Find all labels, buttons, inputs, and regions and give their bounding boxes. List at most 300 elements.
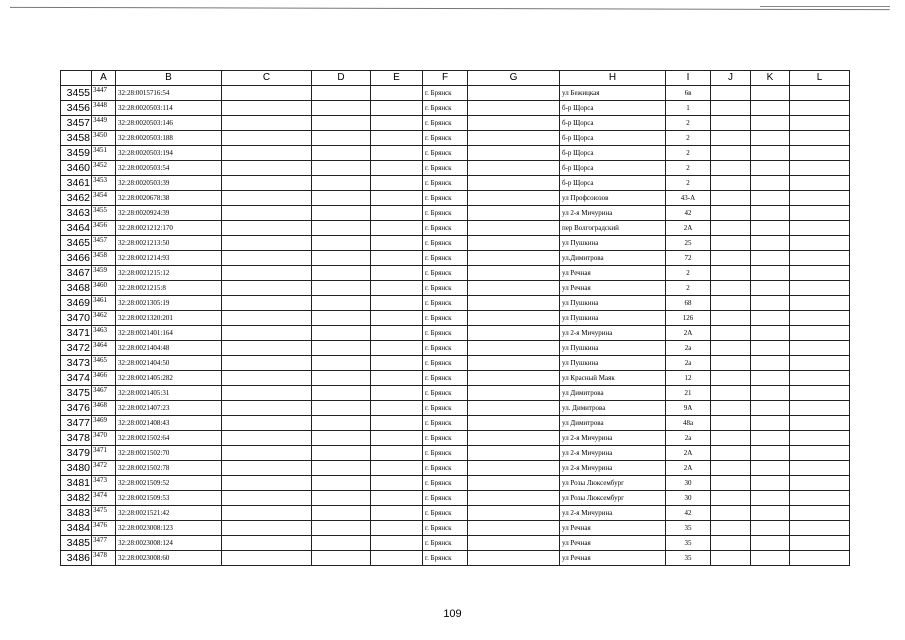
cell-f[interactable]: г. Брянск [423, 296, 468, 311]
cell-g[interactable] [468, 356, 560, 371]
cell-l[interactable] [790, 131, 850, 146]
cell-l[interactable] [790, 161, 850, 176]
cell-l[interactable] [790, 236, 850, 251]
cell-d[interactable] [312, 221, 371, 236]
cell-i[interactable]: 2 [666, 116, 711, 131]
cell-h[interactable]: ул Пушкина [560, 341, 666, 356]
column-header-e[interactable]: E [371, 71, 423, 86]
cell-g[interactable] [468, 341, 560, 356]
cell-a[interactable]: 3461 [92, 296, 116, 311]
row-number-cell[interactable]: 3458 [61, 131, 92, 146]
cell-f[interactable]: г. Брянск [423, 401, 468, 416]
cell-h[interactable]: ул 2-я Мичурина [560, 446, 666, 461]
cell-a[interactable]: 3455 [92, 206, 116, 221]
cell-i[interactable]: 25 [666, 236, 711, 251]
row-number-cell[interactable]: 3486 [61, 551, 92, 566]
cell-i[interactable]: 2а [666, 341, 711, 356]
cell-c[interactable] [222, 326, 312, 341]
cell-g[interactable] [468, 86, 560, 101]
cell-c[interactable] [222, 176, 312, 191]
cell-a[interactable]: 3473 [92, 476, 116, 491]
cell-a[interactable]: 3472 [92, 461, 116, 476]
cell-l[interactable] [790, 431, 850, 446]
cell-f[interactable]: г. Брянск [423, 461, 468, 476]
cell-a[interactable]: 3466 [92, 371, 116, 386]
cell-l[interactable] [790, 356, 850, 371]
cell-k[interactable] [751, 236, 790, 251]
cell-l[interactable] [790, 221, 850, 236]
cell-a[interactable]: 3465 [92, 356, 116, 371]
cell-k[interactable] [751, 341, 790, 356]
cell-l[interactable] [790, 206, 850, 221]
cell-k[interactable] [751, 446, 790, 461]
cell-k[interactable] [751, 221, 790, 236]
cell-k[interactable] [751, 476, 790, 491]
cell-e[interactable] [371, 506, 423, 521]
cell-h[interactable]: ул 2-я Мичурина [560, 461, 666, 476]
cell-c[interactable] [222, 461, 312, 476]
cell-i[interactable]: 2 [666, 146, 711, 161]
cell-b[interactable]: 32:28:0023008:124 [116, 536, 222, 551]
cell-d[interactable] [312, 101, 371, 116]
cell-c[interactable] [222, 296, 312, 311]
cell-i[interactable]: 2А [666, 326, 711, 341]
row-number-cell[interactable]: 3469 [61, 296, 92, 311]
cell-i[interactable]: 48а [666, 416, 711, 431]
row-number-cell[interactable]: 3474 [61, 371, 92, 386]
cell-j[interactable] [711, 491, 751, 506]
cell-i[interactable]: 35 [666, 536, 711, 551]
cell-a[interactable]: 3456 [92, 221, 116, 236]
cell-j[interactable] [711, 281, 751, 296]
cell-i[interactable]: 2 [666, 161, 711, 176]
cell-f[interactable]: г. Брянск [423, 371, 468, 386]
cell-c[interactable] [222, 551, 312, 566]
cell-a[interactable]: 3467 [92, 386, 116, 401]
cell-l[interactable] [790, 491, 850, 506]
cell-g[interactable] [468, 206, 560, 221]
cell-j[interactable] [711, 461, 751, 476]
cell-a[interactable]: 3460 [92, 281, 116, 296]
cell-k[interactable] [751, 206, 790, 221]
cell-i[interactable]: 35 [666, 521, 711, 536]
cell-a[interactable]: 3448 [92, 101, 116, 116]
cell-g[interactable] [468, 251, 560, 266]
cell-j[interactable] [711, 311, 751, 326]
cell-d[interactable] [312, 506, 371, 521]
cell-a[interactable]: 3476 [92, 521, 116, 536]
cell-f[interactable]: г. Брянск [423, 176, 468, 191]
cell-g[interactable] [468, 506, 560, 521]
cell-c[interactable] [222, 536, 312, 551]
cell-a[interactable]: 3462 [92, 311, 116, 326]
cell-e[interactable] [371, 446, 423, 461]
row-number-cell[interactable]: 3457 [61, 116, 92, 131]
cell-a[interactable]: 3475 [92, 506, 116, 521]
column-header-h[interactable]: H [560, 71, 666, 86]
cell-k[interactable] [751, 461, 790, 476]
cell-e[interactable] [371, 191, 423, 206]
cell-d[interactable] [312, 191, 371, 206]
cell-g[interactable] [468, 161, 560, 176]
column-header-l[interactable]: L [790, 71, 850, 86]
cell-a[interactable]: 3454 [92, 191, 116, 206]
cell-g[interactable] [468, 326, 560, 341]
cell-h[interactable]: ул 2-я Мичурина [560, 506, 666, 521]
cell-h[interactable]: ул Речная [560, 281, 666, 296]
cell-f[interactable]: г. Брянск [423, 446, 468, 461]
cell-g[interactable] [468, 266, 560, 281]
cell-d[interactable] [312, 371, 371, 386]
cell-l[interactable] [790, 416, 850, 431]
cell-l[interactable] [790, 461, 850, 476]
cell-j[interactable] [711, 521, 751, 536]
cell-l[interactable] [790, 326, 850, 341]
cell-c[interactable] [222, 221, 312, 236]
cell-j[interactable] [711, 326, 751, 341]
row-number-cell[interactable]: 3461 [61, 176, 92, 191]
cell-i[interactable]: 2А [666, 221, 711, 236]
cell-h[interactable]: ул Речная [560, 551, 666, 566]
cell-f[interactable]: г. Брянск [423, 266, 468, 281]
cell-e[interactable] [371, 176, 423, 191]
cell-f[interactable]: г. Брянск [423, 101, 468, 116]
cell-f[interactable]: г. Брянск [423, 236, 468, 251]
cell-b[interactable]: 32:28:0023008:60 [116, 551, 222, 566]
cell-e[interactable] [371, 476, 423, 491]
cell-e[interactable] [371, 116, 423, 131]
cell-a[interactable]: 3463 [92, 326, 116, 341]
cell-e[interactable] [371, 101, 423, 116]
cell-b[interactable]: 32:28:0021305:19 [116, 296, 222, 311]
cell-b[interactable]: 32:28:0021405:282 [116, 371, 222, 386]
cell-d[interactable] [312, 116, 371, 131]
cell-e[interactable] [371, 281, 423, 296]
cell-b[interactable]: 32:28:0021215:12 [116, 266, 222, 281]
cell-a[interactable]: 3450 [92, 131, 116, 146]
cell-g[interactable] [468, 461, 560, 476]
cell-e[interactable] [371, 161, 423, 176]
cell-a[interactable]: 3469 [92, 416, 116, 431]
cell-c[interactable] [222, 356, 312, 371]
cell-e[interactable] [371, 236, 423, 251]
cell-c[interactable] [222, 146, 312, 161]
cell-h[interactable]: ул Речная [560, 521, 666, 536]
cell-g[interactable] [468, 191, 560, 206]
cell-l[interactable] [790, 536, 850, 551]
cell-h[interactable]: ул Розы Люксембург [560, 476, 666, 491]
cell-h[interactable]: б-р Щорса [560, 176, 666, 191]
row-number-cell[interactable]: 3480 [61, 461, 92, 476]
cell-i[interactable]: 42 [666, 206, 711, 221]
cell-a[interactable]: 3453 [92, 176, 116, 191]
cell-l[interactable] [790, 341, 850, 356]
cell-h[interactable]: ул Димитрова [560, 386, 666, 401]
column-header-c[interactable]: C [222, 71, 312, 86]
cell-l[interactable] [790, 266, 850, 281]
cell-g[interactable] [468, 281, 560, 296]
cell-h[interactable]: ул 2-я Мичурина [560, 431, 666, 446]
cell-k[interactable] [751, 326, 790, 341]
cell-e[interactable] [371, 386, 423, 401]
cell-k[interactable] [751, 116, 790, 131]
cell-k[interactable] [751, 431, 790, 446]
cell-k[interactable] [751, 371, 790, 386]
cell-d[interactable] [312, 311, 371, 326]
cell-d[interactable] [312, 431, 371, 446]
cell-d[interactable] [312, 356, 371, 371]
cell-e[interactable] [371, 341, 423, 356]
row-number-cell[interactable]: 3455 [61, 86, 92, 101]
cell-c[interactable] [222, 506, 312, 521]
cell-c[interactable] [222, 206, 312, 221]
row-number-cell[interactable]: 3485 [61, 536, 92, 551]
cell-f[interactable]: г. Брянск [423, 206, 468, 221]
cell-d[interactable] [312, 296, 371, 311]
cell-l[interactable] [790, 386, 850, 401]
cell-d[interactable] [312, 281, 371, 296]
cell-i[interactable]: 68 [666, 296, 711, 311]
cell-c[interactable] [222, 386, 312, 401]
cell-i[interactable]: 1 [666, 101, 711, 116]
cell-i[interactable]: 2 [666, 131, 711, 146]
cell-l[interactable] [790, 476, 850, 491]
cell-a[interactable]: 3464 [92, 341, 116, 356]
cell-e[interactable] [371, 296, 423, 311]
cell-h[interactable]: пер Волгоградский [560, 221, 666, 236]
cell-b[interactable]: 32:28:0020503:39 [116, 176, 222, 191]
cell-c[interactable] [222, 251, 312, 266]
cell-f[interactable]: г. Брянск [423, 341, 468, 356]
cell-j[interactable] [711, 131, 751, 146]
cell-e[interactable] [371, 146, 423, 161]
cell-e[interactable] [371, 311, 423, 326]
cell-i[interactable]: 2 [666, 281, 711, 296]
cell-i[interactable]: 30 [666, 476, 711, 491]
cell-j[interactable] [711, 536, 751, 551]
cell-b[interactable]: 32:28:0021213:50 [116, 236, 222, 251]
cell-f[interactable]: г. Брянск [423, 476, 468, 491]
cell-c[interactable] [222, 446, 312, 461]
cell-b[interactable]: 32:28:0021521:42 [116, 506, 222, 521]
cell-i[interactable]: 2а [666, 356, 711, 371]
cell-j[interactable] [711, 446, 751, 461]
cell-l[interactable] [790, 101, 850, 116]
cell-h[interactable]: ул Пушкина [560, 356, 666, 371]
cell-i[interactable]: 35 [666, 551, 711, 566]
cell-l[interactable] [790, 281, 850, 296]
cell-d[interactable] [312, 131, 371, 146]
cell-b[interactable]: 32:28:0021407:23 [116, 401, 222, 416]
cell-b[interactable]: 32:28:0021215:8 [116, 281, 222, 296]
cell-h[interactable]: ул. Димитрова [560, 401, 666, 416]
row-number-cell[interactable]: 3475 [61, 386, 92, 401]
cell-b[interactable]: 32:28:0021214:93 [116, 251, 222, 266]
cell-h[interactable]: ул Пушкина [560, 236, 666, 251]
cell-c[interactable] [222, 131, 312, 146]
cell-i[interactable]: 72 [666, 251, 711, 266]
cell-j[interactable] [711, 476, 751, 491]
cell-d[interactable] [312, 251, 371, 266]
row-number-cell[interactable]: 3477 [61, 416, 92, 431]
cell-f[interactable]: г. Брянск [423, 161, 468, 176]
row-number-cell[interactable]: 3465 [61, 236, 92, 251]
cell-k[interactable] [751, 101, 790, 116]
cell-k[interactable] [751, 191, 790, 206]
cell-i[interactable]: 2 [666, 266, 711, 281]
cell-c[interactable] [222, 371, 312, 386]
cell-b[interactable]: 32:28:0020503:146 [116, 116, 222, 131]
cell-b[interactable]: 32:28:0021404:48 [116, 341, 222, 356]
row-number-cell[interactable]: 3470 [61, 311, 92, 326]
cell-e[interactable] [371, 86, 423, 101]
cell-c[interactable] [222, 401, 312, 416]
cell-b[interactable]: 32:28:0015716:54 [116, 86, 222, 101]
cell-b[interactable]: 32:28:0020924:39 [116, 206, 222, 221]
cell-j[interactable] [711, 416, 751, 431]
cell-j[interactable] [711, 341, 751, 356]
cell-d[interactable] [312, 521, 371, 536]
cell-g[interactable] [468, 491, 560, 506]
cell-a[interactable]: 3458 [92, 251, 116, 266]
cell-a[interactable]: 3470 [92, 431, 116, 446]
cell-d[interactable] [312, 416, 371, 431]
cell-a[interactable]: 3452 [92, 161, 116, 176]
cell-d[interactable] [312, 551, 371, 566]
cell-g[interactable] [468, 551, 560, 566]
cell-f[interactable]: г. Брянск [423, 131, 468, 146]
cell-h[interactable]: ул Пушкина [560, 311, 666, 326]
cell-k[interactable] [751, 296, 790, 311]
cell-g[interactable] [468, 296, 560, 311]
cell-g[interactable] [468, 146, 560, 161]
cell-b[interactable]: 32:28:0021509:52 [116, 476, 222, 491]
cell-e[interactable] [371, 251, 423, 266]
cell-f[interactable]: г. Брянск [423, 326, 468, 341]
column-header-g[interactable]: G [468, 71, 560, 86]
cell-d[interactable] [312, 161, 371, 176]
cell-f[interactable]: г. Брянск [423, 311, 468, 326]
cell-d[interactable] [312, 461, 371, 476]
row-number-cell[interactable]: 3459 [61, 146, 92, 161]
cell-c[interactable] [222, 521, 312, 536]
cell-l[interactable] [790, 176, 850, 191]
cell-g[interactable] [468, 446, 560, 461]
cell-l[interactable] [790, 506, 850, 521]
cell-k[interactable] [751, 551, 790, 566]
cell-k[interactable] [751, 86, 790, 101]
cell-i[interactable]: 2а [666, 431, 711, 446]
cell-f[interactable]: г. Брянск [423, 416, 468, 431]
cell-d[interactable] [312, 401, 371, 416]
cell-g[interactable] [468, 401, 560, 416]
row-number-cell[interactable]: 3472 [61, 341, 92, 356]
cell-a[interactable]: 3468 [92, 401, 116, 416]
cell-f[interactable]: г. Брянск [423, 251, 468, 266]
cell-b[interactable]: 32:28:0021320:201 [116, 311, 222, 326]
row-number-cell[interactable]: 3481 [61, 476, 92, 491]
cell-j[interactable] [711, 356, 751, 371]
cell-k[interactable] [751, 416, 790, 431]
cell-h[interactable]: ул 2-я Мичурина [560, 206, 666, 221]
cell-c[interactable] [222, 476, 312, 491]
cell-j[interactable] [711, 266, 751, 281]
column-header-a[interactable]: A [92, 71, 116, 86]
cell-i[interactable]: 21 [666, 386, 711, 401]
cell-f[interactable]: г. Брянск [423, 281, 468, 296]
cell-i[interactable]: 2А [666, 446, 711, 461]
cell-h[interactable]: ул.Димитрова [560, 251, 666, 266]
cell-k[interactable] [751, 386, 790, 401]
row-number-cell[interactable]: 3456 [61, 101, 92, 116]
cell-e[interactable] [371, 491, 423, 506]
cell-f[interactable]: г. Брянск [423, 521, 468, 536]
cell-j[interactable] [711, 101, 751, 116]
cell-j[interactable] [711, 371, 751, 386]
column-header-f[interactable]: F [423, 71, 468, 86]
cell-i[interactable]: 2А [666, 461, 711, 476]
cell-c[interactable] [222, 311, 312, 326]
cell-k[interactable] [751, 356, 790, 371]
cell-i[interactable]: 9А [666, 401, 711, 416]
cell-c[interactable] [222, 116, 312, 131]
cell-c[interactable] [222, 236, 312, 251]
cell-h[interactable]: ул Профсоюзов [560, 191, 666, 206]
row-number-cell[interactable]: 3463 [61, 206, 92, 221]
cell-h[interactable]: ул Бежицкая [560, 86, 666, 101]
cell-g[interactable] [468, 416, 560, 431]
cell-j[interactable] [711, 176, 751, 191]
cell-d[interactable] [312, 266, 371, 281]
column-header-i[interactable]: I [666, 71, 711, 86]
cell-i[interactable]: 2 [666, 176, 711, 191]
cell-g[interactable] [468, 236, 560, 251]
cell-h[interactable]: ул Речная [560, 266, 666, 281]
cell-b[interactable]: 32:28:0020503:194 [116, 146, 222, 161]
cell-d[interactable] [312, 341, 371, 356]
row-number-cell[interactable]: 3473 [61, 356, 92, 371]
cell-k[interactable] [751, 176, 790, 191]
cell-a[interactable]: 3477 [92, 536, 116, 551]
cell-i[interactable]: 43-А [666, 191, 711, 206]
cell-k[interactable] [751, 161, 790, 176]
cell-f[interactable]: г. Брянск [423, 506, 468, 521]
cell-h[interactable]: ул Речная [560, 536, 666, 551]
cell-g[interactable] [468, 431, 560, 446]
cell-b[interactable]: 32:28:0020503:54 [116, 161, 222, 176]
cell-d[interactable] [312, 236, 371, 251]
cell-e[interactable] [371, 521, 423, 536]
cell-f[interactable]: г. Брянск [423, 146, 468, 161]
cell-j[interactable] [711, 116, 751, 131]
cell-l[interactable] [790, 251, 850, 266]
cell-j[interactable] [711, 251, 751, 266]
cell-a[interactable]: 3449 [92, 116, 116, 131]
cell-b[interactable]: 32:28:0021502:70 [116, 446, 222, 461]
cell-k[interactable] [751, 131, 790, 146]
cell-h[interactable]: ул 2-я Мичурина [560, 326, 666, 341]
cell-k[interactable] [751, 281, 790, 296]
corner-header[interactable] [61, 71, 92, 86]
cell-h[interactable]: ул Розы Люксембург [560, 491, 666, 506]
cell-j[interactable] [711, 86, 751, 101]
cell-e[interactable] [371, 266, 423, 281]
cell-g[interactable] [468, 221, 560, 236]
row-number-cell[interactable]: 3460 [61, 161, 92, 176]
cell-i[interactable]: 6в [666, 86, 711, 101]
cell-f[interactable]: г. Брянск [423, 431, 468, 446]
cell-d[interactable] [312, 206, 371, 221]
